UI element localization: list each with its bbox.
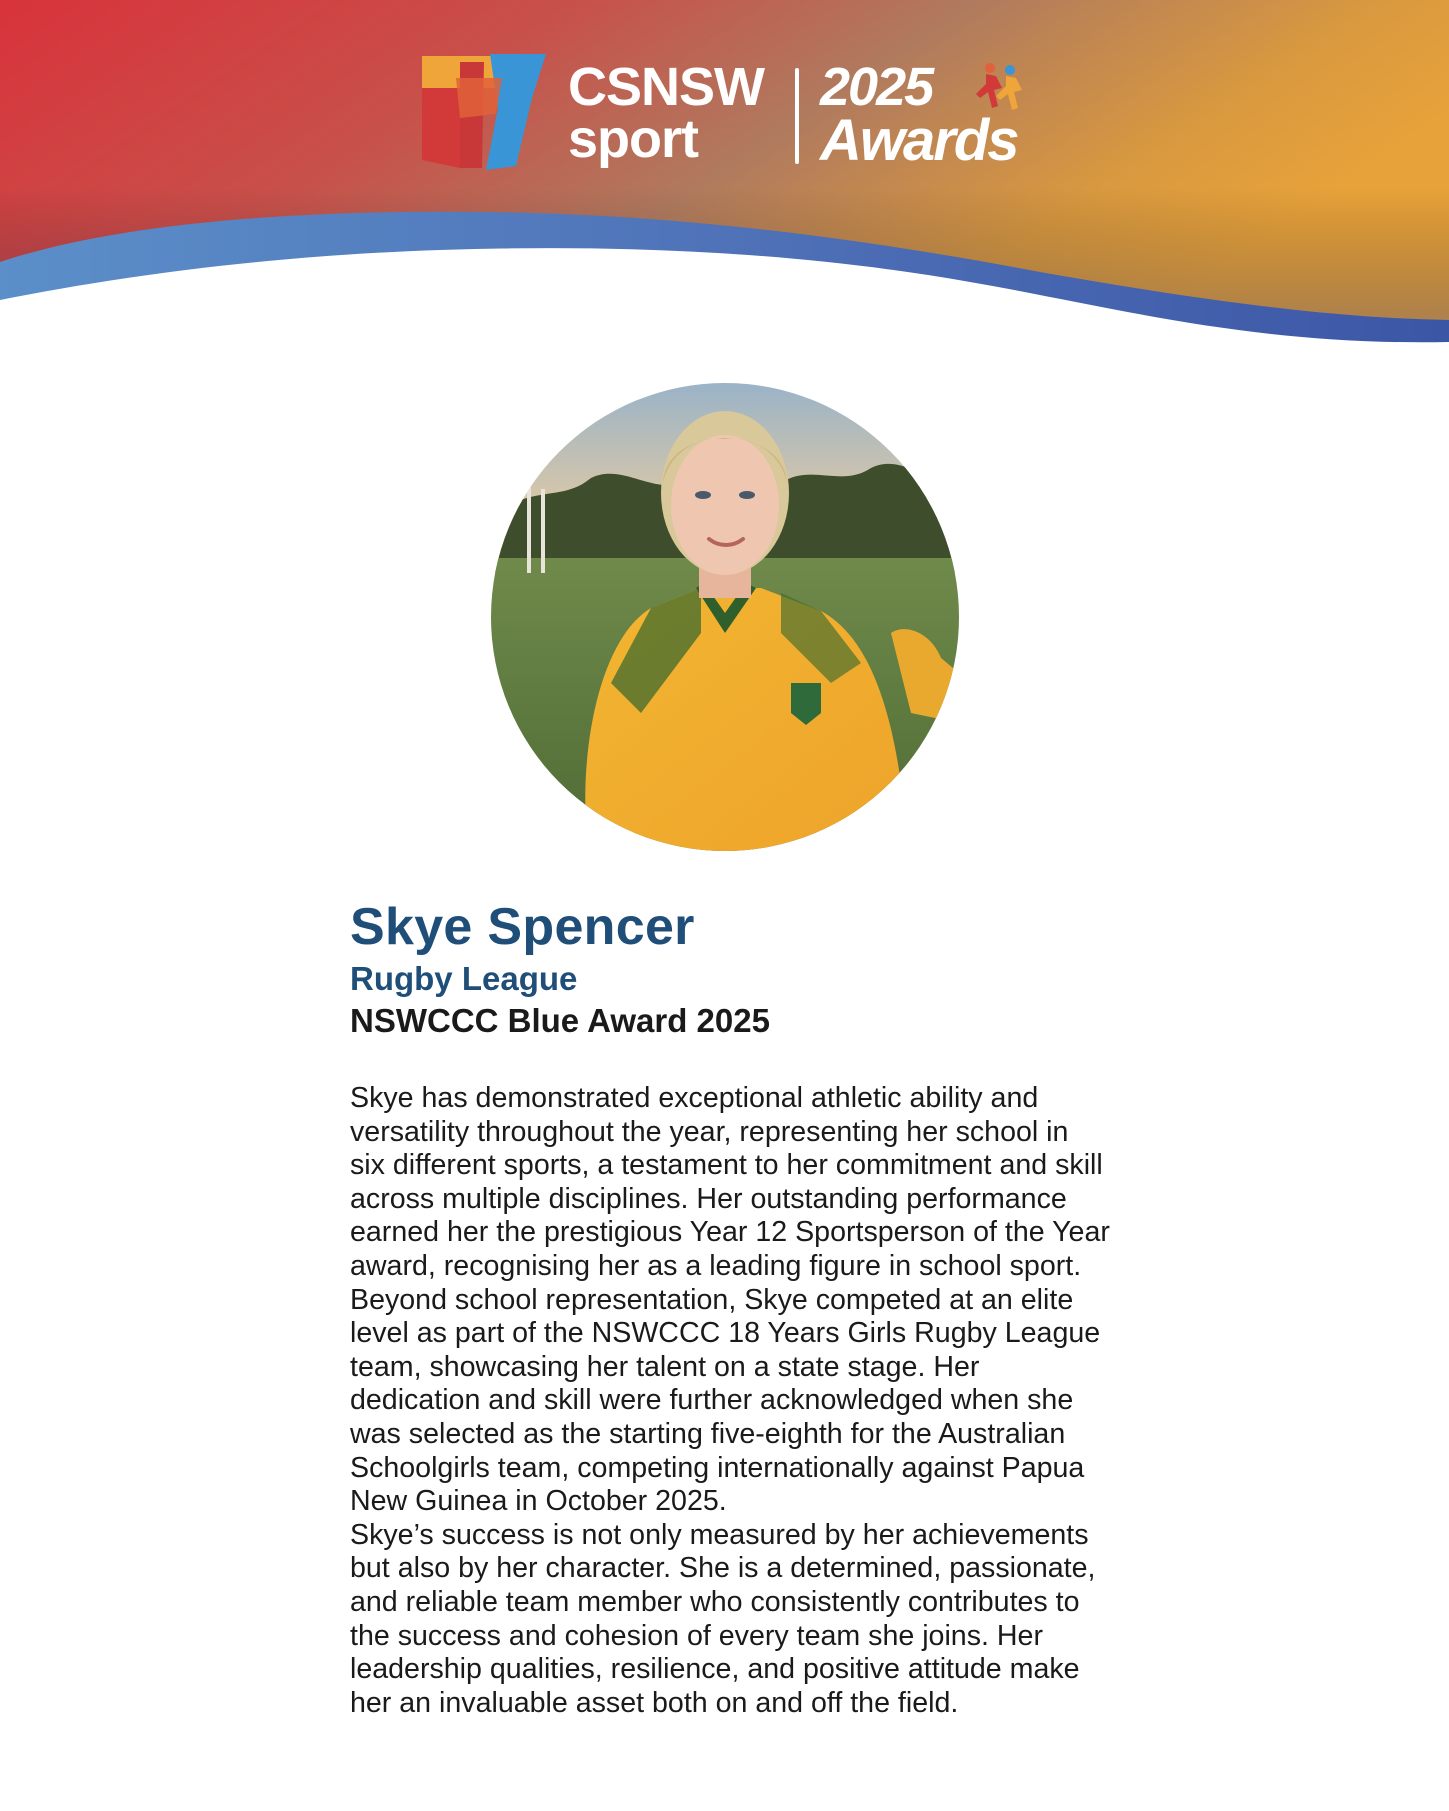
award-year: 2025 — [820, 57, 933, 117]
profile-content — [350, 896, 1110, 1720]
athlete-portrait-icon — [491, 383, 959, 851]
brand-line1: CSNSW — [568, 57, 764, 117]
award-word: Awards — [820, 108, 1018, 173]
bio-paragraph-2: Skye’s success is not only measured by her achievements but also by her character. She is a determined, passionate, and reliable team member who consistently contributes to the success and cohesion of every team she joins. Her leadership qualities, resilience, and positive attitude make her an invaluable asset both on and off the field. — [350, 1518, 1096, 1719]
csnsw-mark-icon — [420, 48, 550, 178]
athlete-photo — [491, 383, 959, 851]
athlete-name: Skye Spencer — [350, 898, 695, 956]
athlete-bio — [350, 1082, 1110, 1720]
award-title: NSWCCC Blue Award 2025 — [350, 1002, 770, 1039]
brand-line2: sport — [568, 109, 698, 169]
runners-icon — [968, 58, 1028, 118]
logo-divider — [795, 68, 799, 164]
brand-name — [568, 57, 764, 169]
csnsw-logo — [420, 48, 1040, 178]
athlete-sport: Rugby League — [350, 960, 578, 997]
bio-paragraph-1: Skye has demonstrated exceptional athletic ability and versatility throughout the year, representing her school in six different sports, a testament to her commitment and skill across multiple disciplines. Her outstanding performance earned her the prestigious Year 12 Sportsperson of the Year award, recognising her as a leading figure in school sport. Beyond school representation, Skye competed at an elite level as part of the NSWCCC 18 Years Girls Rugby League team, showcasing her talent on a state stage. Her dedication and skill were further acknowledged when she was selected as the starting five-eighth for the Australian Schoolgirls team, competing internationally against Papua New Guinea in October 2025. — [350, 1082, 1110, 1518]
header-banner — [0, 0, 1449, 360]
